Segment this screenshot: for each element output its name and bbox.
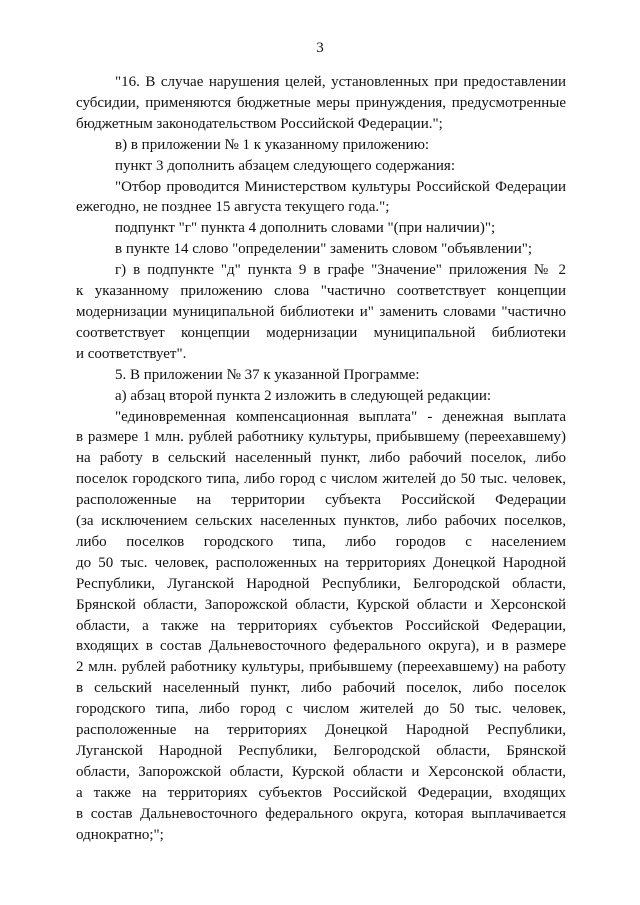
text-line: расположенные на территориях Донецкой Народной Республики, — [76, 722, 566, 739]
text-line: на работу в сельский населенный пункт, либо рабочий поселок, либо — [76, 450, 566, 467]
text-line: расположенные на территории субъекта Российской Федерации — [76, 492, 566, 509]
text-line: "16. В случае нарушения целей, установленных при предоставлении — [115, 74, 566, 90]
text-line: модернизации муниципальной библиотеки и" заменить словами "частично — [76, 303, 566, 320]
text-line: субсидии, применяются бюджетные меры принуждения, предусмотренные — [76, 94, 566, 111]
text-line: пункт 3 дополнить абзацем следующего содержания: — [115, 157, 455, 174]
text-line: ежегодно, не позднее 15 августа текущего года."; — [76, 199, 390, 216]
text-line: к указанному приложению слова "частично соответствует концепции — [76, 283, 566, 300]
paragraph — [76, 407, 566, 846]
text-line: соответствует концепции модернизации муниципальной библиотеки — [76, 324, 566, 341]
page-number: 3 — [316, 40, 324, 56]
text-line: области, Запорожской области, Курской области и Херсонской области, — [76, 763, 566, 780]
text-line: и соответствует". — [76, 345, 187, 362]
text-line: (за исключением сельских населенных пунктов, либо рабочих поселков, — [76, 513, 566, 530]
text-line: а также на территориях субъектов Российской Федерации, входящих — [76, 784, 566, 801]
text-line: городского типа, либо город с числом жителей до 50 тыс. человек, — [76, 701, 566, 718]
text-line: в размере 1 млн. рублей работнику культуры, прибывшему (переехавшему) — [76, 429, 566, 446]
paragraph — [76, 135, 566, 156]
text-line: области, а также на территориях субъектов Российской Федерации, — [76, 617, 566, 634]
paragraph — [76, 260, 566, 365]
text-line: подпункт "г" пункта 4 дополнить словами "(при наличии)"; — [115, 220, 496, 237]
text-line: в) в приложении № 1 к указанному приложению: — [115, 136, 430, 153]
text-line: поселок городского типа, либо город с числом жителей до 50 тыс. человек, — [76, 471, 566, 488]
paragraph — [76, 239, 566, 260]
text-line: Брянской области, Запорожской области, Курской области и Херсонской — [76, 596, 566, 613]
text-line: Республики, Луганской Народной Республики, Белгородской области, — [76, 575, 566, 592]
text-line: 2 млн. рублей работнику культуры, прибывшему (переехавшему) на работу — [76, 659, 566, 676]
text-line: входящих в состав Дальневосточного федерального округа), и в размере — [76, 638, 566, 655]
paragraph — [76, 72, 566, 135]
paragraph — [76, 218, 566, 239]
paragraph — [76, 365, 566, 386]
text-line: а) абзац второй пункта 2 изложить в следующей редакции: — [115, 387, 492, 404]
text-line: "единовременная компенсационная выплата" - денежная выплата — [115, 408, 566, 425]
text-line: до 50 тыс. человек, расположенных на территориях Донецкой Народной — [76, 554, 566, 571]
paragraph — [76, 156, 566, 177]
text-line: однократно;"; — [76, 826, 164, 843]
text-line: в пункте 14 слово "определении" заменить словом "объявлении"; — [115, 241, 533, 258]
text-line: бюджетным законодательством Российской Федерации."; — [76, 115, 443, 132]
text-line: "Отбор проводится Министерством культуры Российской Федерации — [115, 178, 566, 195]
text-line: в состав Дальневосточного федерального округа, которая выплачивается — [76, 805, 566, 822]
paragraph — [76, 177, 566, 219]
paragraph — [76, 386, 566, 407]
text-line: в сельский населенный пункт, либо рабочий поселок, либо поселок — [76, 680, 566, 697]
document-body — [76, 72, 566, 846]
text-line: Луганской Народной Республики, Белгородской области, Брянской — [76, 743, 566, 759]
text-line: 5. В приложении № 37 к указанной Программе: — [115, 366, 420, 383]
text-line: г) в подпункте "д" пункта 9 в графе "Значение" приложения № 2 — [115, 262, 566, 279]
text-line: либо поселков городского типа, либо городов с населением — [76, 533, 566, 550]
